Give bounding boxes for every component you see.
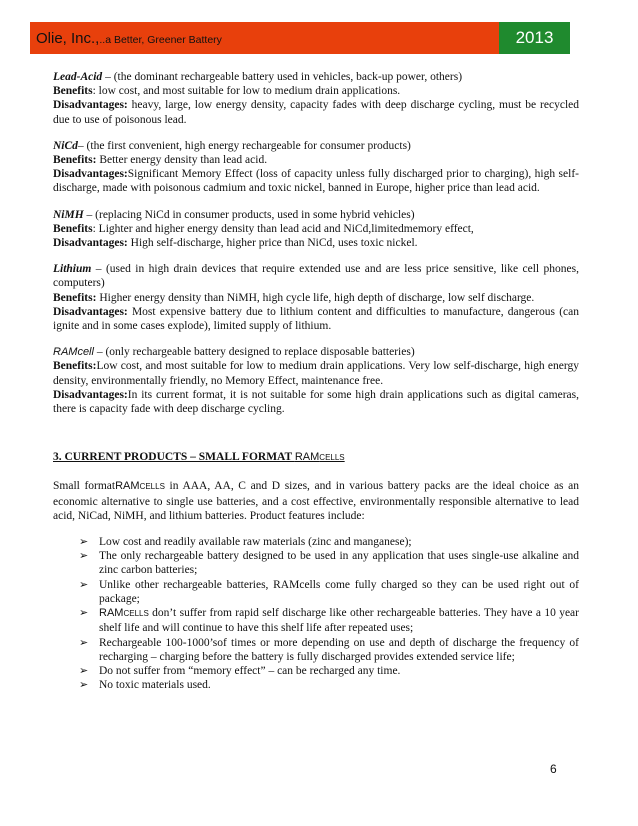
list-item — [79, 664, 579, 678]
document-body — [53, 70, 579, 692]
section-heading — [53, 450, 579, 465]
battery-name: RAMcell — [53, 346, 94, 359]
feature-text: Low cost and readily available raw materials (zinc and manganese); — [99, 536, 412, 549]
section-heading-ram: RAM — [294, 451, 320, 464]
benefits-label: Benefits: — [53, 154, 97, 167]
list-item — [79, 535, 579, 549]
arrow-bullet-icon: ➢ — [79, 678, 89, 692]
header-tagline: ..a Better, Greener Battery — [99, 33, 222, 46]
intro-post: in AAA, AA, C and D sizes, and in various battery packs are the ideal choice as an economic alternative to single use batteries, and a cost effective, environmentally responsible alternative to lead acid, NiCad, NiMH, and lithium batteries. Product features include: — [53, 480, 579, 522]
battery-nimh — [53, 208, 579, 251]
disadvantages-label: Disadvantages: — [53, 388, 128, 401]
header-year-bar — [499, 22, 570, 54]
list-item — [79, 606, 579, 635]
benefits-text: Higher energy density than NiMH, high cycle life, high depth of discharge, low self discharge. — [96, 291, 535, 304]
battery-name: NiCd — [53, 139, 78, 152]
battery-lithium — [53, 262, 579, 333]
feature-text: The only rechargeable battery designed to be used in any application that uses single-use alkaline and zinc carbon batteries; — [99, 550, 579, 577]
battery-desc: – (used in high drain devices that require extended use and are less price sensitive, like cell phones, computers) — [53, 263, 579, 290]
benefits-text: Low cost, and most suitable for low to medium drain applications. Very low self-discharge, high energy density, environmentally friendly, no Memory Effect, maintenance free. — [53, 360, 579, 387]
page-number: 6 — [550, 762, 557, 776]
list-item — [79, 636, 579, 664]
arrow-bullet-icon: ➢ — [79, 635, 89, 649]
battery-name: Lithium — [53, 263, 92, 276]
benefits-label: Benefits — [53, 222, 93, 235]
intro-cells: CELLS — [139, 482, 165, 492]
battery-desc: – (replacing NiCd in consumer products, used in some hybrid vehicles) — [83, 208, 415, 221]
battery-desc: – (the dominant rechargeable battery used in vehicles, back-up power, others) — [102, 71, 463, 83]
feature-text: Unlike other rechargeable batteries, RAMcells come fully charged so they can be used right out of package; — [99, 578, 579, 605]
section-intro — [53, 479, 579, 523]
arrow-bullet-icon: ➢ — [79, 606, 89, 620]
battery-desc: – (the first convenient, high energy rechargeable for consumer products) — [77, 139, 411, 152]
arrow-bullet-icon: ➢ — [79, 549, 89, 563]
section-heading-text: 3. CURRENT PRODUCTS – SMALL FORMAT — [53, 451, 295, 464]
disadvantages-label: Disadvantages: — [53, 168, 128, 181]
arrow-bullet-icon: ➢ — [79, 577, 89, 591]
benefits-label: Benefits: — [53, 360, 97, 373]
list-item — [79, 578, 579, 606]
header-year: 2013 — [515, 28, 554, 47]
header-brand-bar — [30, 22, 499, 54]
battery-ramcell — [53, 345, 579, 416]
disadvantages-text: High self-discharge, higher price than NiCd, uses toxic nickel. — [127, 237, 418, 250]
feature-text: Do not suffer from “memory effect” – can be recharged any time. — [99, 664, 401, 677]
list-item — [79, 549, 579, 577]
disadvantages-label: Disadvantages: — [53, 99, 128, 112]
disadvantages-text: Significant Memory Effect (loss of capacity unless fully discharged prior to charging), high self-discharge, made with poisonous cadmium and toxic nickel, banned in Europe, higher price than lead acid. — [53, 168, 579, 195]
arrow-bullet-icon: ➢ — [79, 535, 89, 549]
battery-lead-acid — [53, 70, 579, 127]
battery-name: Lead-Acid — [53, 71, 103, 83]
benefits-label: Benefits — [53, 85, 93, 98]
arrow-bullet-icon: ➢ — [79, 663, 89, 677]
disadvantages-text: heavy, large, low energy density, capacity fades with deep discharge cycling, must be recycled due to use of poisonous lead. — [53, 99, 579, 126]
page-header — [30, 22, 570, 54]
battery-desc: – (only rechargeable battery designed to replace disposable batteries) — [93, 346, 415, 359]
feature-cells: CELLS — [123, 609, 149, 619]
list-item — [79, 678, 579, 692]
header-company: Olie, Inc., — [36, 29, 100, 47]
battery-name: NiMH — [53, 208, 84, 221]
intro-pre: Small format — [53, 480, 116, 493]
header-brand — [36, 30, 222, 47]
feature-ram: RAM — [99, 607, 124, 620]
benefits-text: : Lighter and higher energy density than lead acid and NiCd,limitedmemory effect, — [92, 222, 474, 235]
feature-text: No toxic materials used. — [99, 679, 211, 692]
disadvantages-text: Most expensive battery due to lithium content and difficulties to manufacture, dangerous (can ignite and in some cases explode), limited supply of lithium. — [53, 305, 579, 333]
benefits-text: : low cost, and most suitable for low to medium drain applications. — [92, 85, 401, 98]
disadvantages-text: In its current format, it is not suitable for some high drain applications such as digital cameras, there is capacity fade with deep discharge cycling. — [53, 388, 579, 416]
intro-ram: RAM — [115, 480, 140, 493]
benefits-text: Better energy density than lead acid. — [96, 154, 268, 167]
feature-text: Rechargeable 100-1000’sof times or more depending on use and depth of discharge the frequency of recharging – charging before the battery is fully discharged provides extended service life; — [99, 636, 579, 663]
battery-nicd — [53, 139, 579, 196]
benefits-label: Benefits: — [53, 291, 97, 304]
disadvantages-label: Disadvantages: — [53, 305, 128, 318]
disadvantages-label: Disadvantages: — [53, 237, 128, 250]
section-heading-cells: CELLS — [319, 453, 345, 463]
feature-text: don’t suffer from rapid self discharge like other rechargeable batteries. They have a 10 year shelf life and will continue to have this shelf life after repeated uses; — [99, 607, 579, 635]
feature-list — [53, 535, 579, 692]
